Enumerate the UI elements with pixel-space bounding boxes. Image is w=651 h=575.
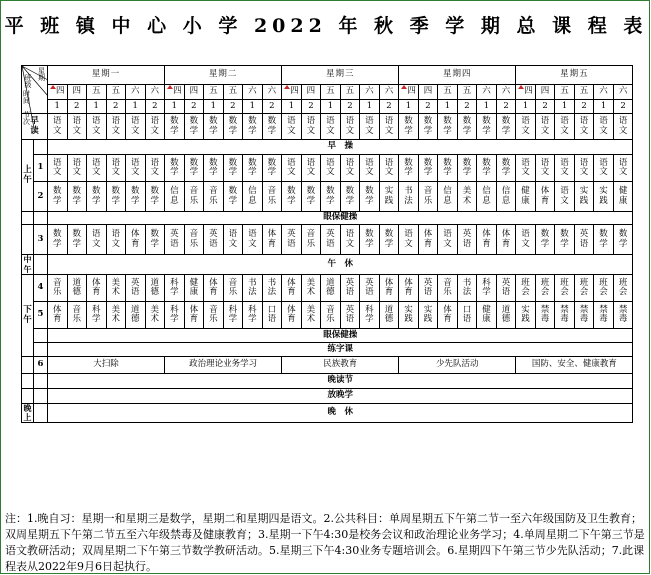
lesson-cell: 语 文 [340, 155, 360, 182]
lesson-cell: 数 学 [243, 114, 263, 140]
day-header: 星期三 [282, 66, 399, 85]
class-label: 2 [418, 100, 438, 114]
class-label: 1 [282, 100, 302, 114]
lesson-cell: 体 育 [204, 275, 224, 302]
lesson-cell: 美 术 [106, 275, 126, 302]
lesson-cell: 数 学 [360, 182, 380, 212]
class-label: 2 [67, 100, 87, 114]
grade-label: 四 [535, 85, 555, 100]
lesson-cell: 英 语 [418, 275, 438, 302]
grade-label: 六 [262, 85, 282, 100]
lesson-cell: 语 文 [126, 114, 146, 140]
lesson-cell: 音 乐 [321, 302, 341, 329]
class-label: 1 [126, 100, 146, 114]
lesson-cell: 体 育 [379, 275, 399, 302]
lesson-cell: 语 文 [360, 114, 380, 140]
lesson-cell: 信 息 [496, 182, 516, 212]
empty-cell [34, 329, 48, 343]
class-label: 2 [496, 100, 516, 114]
period-2: 2 [34, 182, 48, 212]
activity-cell: 少先队活动 [399, 357, 516, 374]
label-morning: 上 午 [22, 140, 34, 212]
lesson-cell: 科 学 [243, 302, 263, 329]
lesson-cell: 禁 毒 [535, 302, 555, 329]
lesson-cell: 音 乐 [48, 275, 68, 302]
lesson-cell: 数 学 [262, 155, 282, 182]
lesson-cell: 数 学 [106, 182, 126, 212]
grade-label: 六 [360, 85, 380, 100]
lesson-cell: 班 会 [574, 275, 594, 302]
band-eye_exercise: 眼保健操 [48, 212, 633, 225]
lesson-cell: 数 学 [496, 155, 516, 182]
grade-label: 四 [165, 85, 185, 100]
empty-cell [34, 255, 48, 275]
class-label: 2 [340, 100, 360, 114]
lesson-cell: 体 育 [496, 225, 516, 255]
empty-cell [22, 389, 34, 404]
grade-label: 五 [438, 85, 458, 100]
lesson-cell: 语 文 [48, 114, 68, 140]
label-evening: 晚 上 [23, 403, 32, 422]
lesson-cell: 体 育 [184, 302, 204, 329]
lesson-cell: 道 德 [145, 275, 165, 302]
class-label: 1 [516, 100, 536, 114]
lesson-cell: 语 文 [301, 114, 321, 140]
lesson-cell: 语 文 [145, 155, 165, 182]
lesson-cell: 班 会 [535, 275, 555, 302]
lesson-cell: 语 文 [379, 155, 399, 182]
lesson-cell: 语 文 [516, 114, 536, 140]
lesson-cell: 数 学 [48, 182, 68, 212]
class-label: 1 [87, 100, 107, 114]
lesson-cell: 数 学 [184, 155, 204, 182]
corner-date: 星期 [38, 67, 45, 82]
lesson-cell: 口 语 [457, 302, 477, 329]
lesson-cell: 数 学 [204, 155, 224, 182]
marker-icon [401, 85, 407, 89]
lesson-cell: 语 文 [438, 225, 458, 255]
day-header: 星期一 [48, 66, 165, 85]
lesson-cell: 语 文 [399, 225, 419, 255]
lesson-cell: 语 文 [555, 114, 575, 140]
label-noon: 中 午 [23, 254, 32, 274]
lesson-cell: 班 会 [516, 275, 536, 302]
lesson-cell: 数 学 [360, 225, 380, 255]
activity-cell: 国防、安全、健康教育 [516, 357, 633, 374]
lesson-cell: 班 会 [555, 275, 575, 302]
period-1: 1 [34, 155, 48, 182]
grade-label: 四 [418, 85, 438, 100]
lesson-cell: 体 育 [477, 225, 497, 255]
lesson-cell: 数 学 [223, 182, 243, 212]
lesson-cell: 班 会 [613, 275, 633, 302]
marker-icon [50, 85, 56, 89]
lesson-cell: 英 语 [496, 275, 516, 302]
lesson-cell: 英 语 [340, 275, 360, 302]
lesson-cell: 体 育 [126, 225, 146, 255]
lesson-cell: 数 学 [87, 182, 107, 212]
period-6: 6 [34, 357, 48, 374]
lesson-cell: 语 文 [535, 114, 555, 140]
grade-label: 六 [613, 85, 633, 100]
lesson-cell: 音 乐 [418, 182, 438, 212]
lesson-cell: 数 学 [223, 114, 243, 140]
class-label: 1 [204, 100, 224, 114]
band-evening_rest: 晚 休 [48, 404, 633, 423]
lesson-cell: 数 学 [457, 114, 477, 140]
grade-label: 六 [379, 85, 399, 100]
lesson-cell: 语 文 [516, 225, 536, 255]
lesson-cell: 数 学 [184, 114, 204, 140]
lesson-cell: 语 文 [67, 155, 87, 182]
lesson-cell: 英 语 [204, 225, 224, 255]
empty-cell [34, 374, 48, 389]
lesson-cell: 数 学 [48, 225, 68, 255]
lesson-cell: 科 学 [477, 275, 497, 302]
class-label: 1 [477, 100, 497, 114]
lesson-cell: 语 文 [340, 225, 360, 255]
lesson-cell: 语 文 [48, 155, 68, 182]
lesson-cell: 数 学 [321, 182, 341, 212]
lesson-cell: 体 育 [418, 225, 438, 255]
day-header: 星期四 [399, 66, 516, 85]
lesson-cell: 道 德 [126, 302, 146, 329]
lesson-cell: 英 语 [360, 275, 380, 302]
lesson-cell: 数 学 [418, 155, 438, 182]
marker-icon [518, 85, 524, 89]
lesson-cell: 语 文 [87, 225, 107, 255]
class-label: 1 [321, 100, 341, 114]
lesson-cell: 实 践 [418, 302, 438, 329]
lesson-cell: 信 息 [438, 182, 458, 212]
marker-icon [167, 85, 173, 89]
lesson-cell: 数 学 [438, 114, 458, 140]
lesson-cell: 科 学 [87, 302, 107, 329]
lesson-cell: 语 文 [555, 155, 575, 182]
lesson-cell: 数 学 [262, 114, 282, 140]
lesson-cell: 数 学 [204, 114, 224, 140]
lesson-cell: 实 践 [516, 302, 536, 329]
lesson-cell: 数 学 [301, 182, 321, 212]
period-4: 4 [34, 275, 48, 302]
class-label: 1 [165, 100, 185, 114]
grade-label: 四 [184, 85, 204, 100]
lesson-cell: 语 文 [613, 155, 633, 182]
grade-label: 五 [204, 85, 224, 100]
lesson-cell: 语 文 [106, 114, 126, 140]
grade-label: 六 [145, 85, 165, 100]
lesson-cell: 语 文 [535, 155, 555, 182]
class-label: 2 [223, 100, 243, 114]
band-evening_read: 晚读节 [48, 374, 633, 389]
class-label: 2 [301, 100, 321, 114]
lesson-cell: 禁 毒 [613, 302, 633, 329]
empty-cell [22, 212, 34, 225]
lesson-cell: 实 践 [594, 182, 614, 212]
band-eye_exercise: 眼保健操 [48, 329, 633, 343]
grade-label: 六 [126, 85, 146, 100]
lesson-cell: 数 学 [399, 114, 419, 140]
lesson-cell: 实 践 [379, 182, 399, 212]
lesson-cell: 数 学 [67, 225, 87, 255]
lesson-cell: 数 学 [379, 225, 399, 255]
lesson-cell: 语 文 [574, 114, 594, 140]
empty-cell [34, 404, 48, 423]
grade-label: 六 [496, 85, 516, 100]
class-label: 2 [574, 100, 594, 114]
class-label: 2 [613, 100, 633, 114]
empty-cell [22, 225, 34, 255]
day-header: 星期五 [516, 66, 633, 85]
lesson-cell: 音 乐 [223, 275, 243, 302]
lesson-cell: 数 学 [223, 155, 243, 182]
lesson-cell: 音 乐 [204, 182, 224, 212]
lesson-cell: 体 育 [399, 275, 419, 302]
corner-grade: 班级 [24, 74, 32, 89]
lesson-cell: 音 乐 [204, 302, 224, 329]
lesson-cell: 禁 毒 [594, 302, 614, 329]
lesson-cell: 语 文 [87, 114, 107, 140]
lesson-cell: 英 语 [574, 225, 594, 255]
lesson-cell: 数 学 [145, 182, 165, 212]
lesson-cell: 班 会 [594, 275, 614, 302]
empty-cell [22, 357, 34, 374]
grade-label: 四 [399, 85, 419, 100]
label-afternoon: 下 午 [22, 275, 34, 357]
lesson-cell: 英 语 [126, 275, 146, 302]
footnotes: 注：1.晚自习：星期一和星期三是数学，星期二和星期四是语文。2.公共科目：单周星期五下午第二节一至六年级国防及卫生教育；双周星期五下午第二节五至六年级禁毒及健康教育；3.星期一下午4:30是校务会议和政治理论业务学习；4.单周星期二下午第三节是语文教研活动；双周星期二下午第三节数学教研活动。5.星期三下午4:30业务专题培训会。6.星期四下午第三节少先队活动；7.此课程表从2022年9月6日起执行。 [5, 512, 645, 573]
empty-cell [34, 140, 48, 155]
grade-label: 五 [223, 85, 243, 100]
grade-label: 五 [321, 85, 341, 100]
lesson-cell: 美 术 [145, 302, 165, 329]
lesson-cell: 数 学 [67, 182, 87, 212]
band-practice: 练字课 [48, 343, 633, 357]
lesson-cell: 数 学 [243, 155, 263, 182]
class-label: 1 [360, 100, 380, 114]
class-label: 1 [243, 100, 263, 114]
lesson-cell: 语 文 [145, 114, 165, 140]
grade-label: 四 [282, 85, 302, 100]
lesson-cell: 语 文 [67, 114, 87, 140]
lesson-cell: 体 育 [438, 302, 458, 329]
lesson-cell: 道 德 [321, 275, 341, 302]
lesson-cell: 语 文 [301, 155, 321, 182]
class-label: 1 [438, 100, 458, 114]
empty-cell [34, 343, 48, 357]
empty-cell [22, 374, 34, 389]
lesson-cell: 体 育 [282, 302, 302, 329]
lesson-cell: 数 学 [165, 114, 185, 140]
lesson-cell: 数 学 [555, 225, 575, 255]
lesson-cell: 数 学 [126, 182, 146, 212]
lesson-cell: 体 育 [282, 275, 302, 302]
lesson-cell: 语 文 [516, 155, 536, 182]
grade-label: 六 [243, 85, 263, 100]
lesson-cell: 体 育 [87, 275, 107, 302]
marker-icon [284, 85, 290, 89]
activity-cell: 政治理论业务学习 [165, 357, 282, 374]
class-label: 2 [184, 100, 204, 114]
lesson-cell: 体 育 [262, 225, 282, 255]
lesson-cell: 语 文 [379, 114, 399, 140]
label-morning-read: 早 读 [22, 114, 48, 140]
lesson-cell: 数 学 [165, 155, 185, 182]
lesson-cell: 书 法 [262, 275, 282, 302]
lesson-cell: 音 乐 [184, 225, 204, 255]
lesson-cell: 语 文 [321, 114, 341, 140]
lesson-cell: 健 康 [477, 302, 497, 329]
lesson-cell: 语 文 [594, 155, 614, 182]
class-label: 1 [48, 100, 68, 114]
lesson-cell: 科 学 [165, 302, 185, 329]
period-3: 3 [34, 225, 48, 255]
lesson-cell: 美 术 [301, 302, 321, 329]
lesson-cell: 数 学 [399, 155, 419, 182]
page-title: 平 班 镇 中 心 小 学 2022 年 秋 季 学 期 总 课 程 表 [4, 15, 648, 37]
lesson-cell: 语 文 [321, 155, 341, 182]
lesson-cell: 体 育 [48, 302, 68, 329]
lesson-cell: 语 文 [87, 155, 107, 182]
lesson-cell: 数 学 [613, 225, 633, 255]
lesson-cell: 语 文 [282, 155, 302, 182]
lesson-cell: 科 学 [165, 275, 185, 302]
grade-label: 五 [457, 85, 477, 100]
lesson-cell: 数 学 [145, 225, 165, 255]
band-after_school: 放晚学 [48, 389, 633, 404]
lesson-cell: 数 学 [496, 114, 516, 140]
lesson-cell: 音 乐 [67, 302, 87, 329]
class-label: 2 [457, 100, 477, 114]
empty-cell [34, 212, 48, 225]
lesson-cell: 美 术 [106, 302, 126, 329]
period-5: 5 [34, 302, 48, 329]
timetable [21, 65, 633, 423]
lesson-cell: 道 德 [67, 275, 87, 302]
class-label: 1 [399, 100, 419, 114]
lesson-cell: 健 康 [184, 275, 204, 302]
lesson-cell: 英 语 [165, 225, 185, 255]
lesson-cell: 美 术 [457, 182, 477, 212]
day-header: 星期二 [165, 66, 282, 85]
grade-label: 四 [516, 85, 536, 100]
grade-label: 五 [87, 85, 107, 100]
lesson-cell: 语 文 [126, 155, 146, 182]
lesson-cell: 音 乐 [262, 182, 282, 212]
lesson-cell: 数 学 [594, 225, 614, 255]
lesson-cell: 数 学 [535, 225, 555, 255]
class-label: 2 [262, 100, 282, 114]
lesson-cell: 禁 毒 [574, 302, 594, 329]
lesson-cell: 语 文 [243, 225, 263, 255]
empty-cell [34, 389, 48, 404]
lesson-cell: 美 术 [301, 275, 321, 302]
corner-time: 时间 [23, 90, 30, 105]
lesson-cell: 英 语 [457, 225, 477, 255]
class-label: 1 [594, 100, 614, 114]
lesson-cell: 体 育 [535, 182, 555, 212]
band-noon_break: 午 休 [48, 255, 633, 275]
lesson-cell: 数 学 [457, 155, 477, 182]
grade-label: 四 [48, 85, 68, 100]
lesson-cell: 健 康 [516, 182, 536, 212]
lesson-cell: 口 语 [262, 302, 282, 329]
lesson-cell: 实 践 [399, 302, 419, 329]
class-label: 2 [379, 100, 399, 114]
lesson-cell: 道 德 [379, 302, 399, 329]
lesson-cell: 书 法 [243, 275, 263, 302]
lesson-cell: 书 法 [399, 182, 419, 212]
lesson-cell: 音 乐 [301, 225, 321, 255]
lesson-cell: 数 学 [340, 182, 360, 212]
lesson-cell: 语 文 [340, 114, 360, 140]
lesson-cell: 语 文 [594, 114, 614, 140]
corner-order: 节次 [23, 111, 30, 126]
lesson-cell: 禁 毒 [555, 302, 575, 329]
grade-label: 六 [594, 85, 614, 100]
lesson-cell: 语 文 [555, 182, 575, 212]
grade-label: 四 [67, 85, 87, 100]
grade-label: 四 [301, 85, 321, 100]
class-label: 2 [106, 100, 126, 114]
lesson-cell: 语 文 [223, 225, 243, 255]
lesson-cell: 语 文 [106, 225, 126, 255]
activity-cell: 大扫除 [48, 357, 165, 374]
class-label: 1 [555, 100, 575, 114]
grade-label: 五 [555, 85, 575, 100]
lesson-cell: 数 学 [477, 155, 497, 182]
lesson-cell: 数 学 [438, 155, 458, 182]
lesson-cell: 数 学 [418, 114, 438, 140]
lesson-cell: 英 语 [321, 225, 341, 255]
lesson-cell: 信 息 [165, 182, 185, 212]
lesson-cell: 语 文 [282, 114, 302, 140]
lesson-cell: 信 息 [243, 182, 263, 212]
lesson-cell: 语 文 [613, 114, 633, 140]
lesson-cell: 语 文 [360, 155, 380, 182]
band-morning_exercise: 早 操 [48, 140, 633, 155]
activity-cell: 民族教育 [282, 357, 399, 374]
lesson-cell: 科 学 [223, 302, 243, 329]
lesson-cell: 实 践 [574, 182, 594, 212]
class-label: 2 [145, 100, 165, 114]
lesson-cell: 数 学 [477, 114, 497, 140]
lesson-cell: 书 法 [457, 275, 477, 302]
lesson-cell: 健 康 [613, 182, 633, 212]
lesson-cell: 语 文 [574, 155, 594, 182]
class-label: 2 [535, 100, 555, 114]
lesson-cell: 道 德 [496, 302, 516, 329]
grade-label: 六 [477, 85, 497, 100]
lesson-cell: 音 乐 [184, 182, 204, 212]
grade-label: 五 [106, 85, 126, 100]
lesson-cell: 科 学 [360, 302, 380, 329]
lesson-cell: 英 语 [282, 225, 302, 255]
lesson-cell: 数 学 [282, 182, 302, 212]
lesson-cell: 语 文 [106, 155, 126, 182]
grade-label: 五 [574, 85, 594, 100]
lesson-cell: 信 息 [477, 182, 497, 212]
lesson-cell: 英 语 [340, 302, 360, 329]
lesson-cell: 音 乐 [438, 275, 458, 302]
grade-label: 五 [340, 85, 360, 100]
